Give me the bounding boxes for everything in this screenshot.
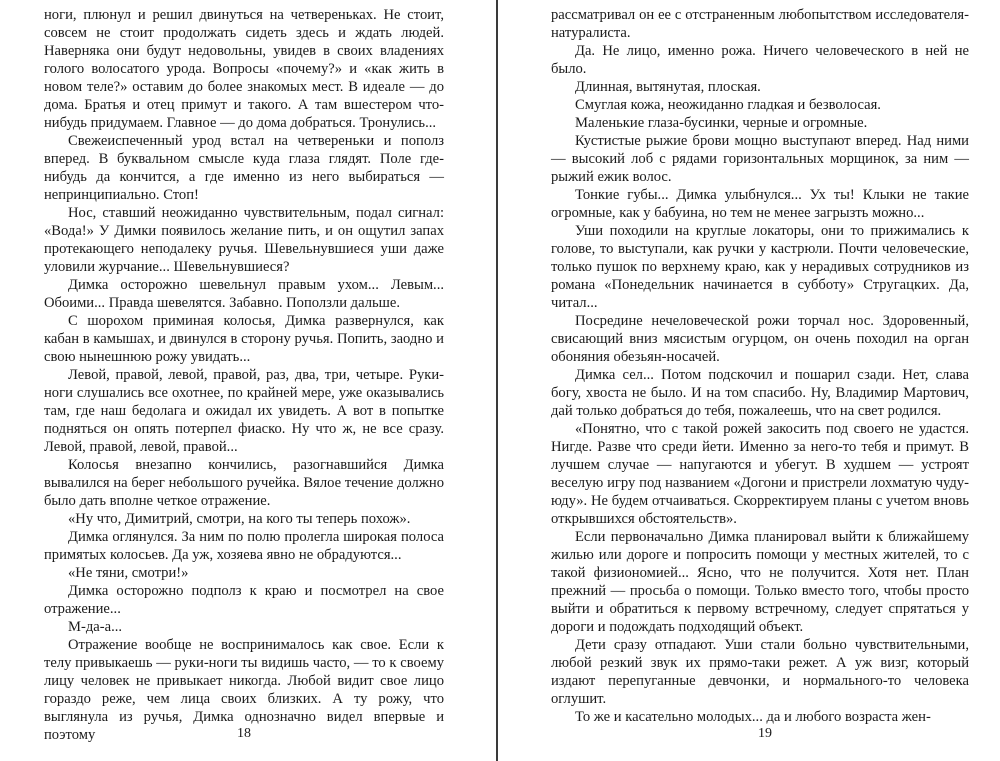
paragraph: Да. Не лицо, именно рожа. Ничего человеческого в ней не было. — [551, 43, 969, 77]
paragraph: Димка сел... Потом подскочил и пошарил сзади. Нет, слава богу, хвоста не было. И на том спасибо. Ну, Владимир Мартович, дай только добраться до тебя, пожалеешь, что на свет родился. — [551, 367, 969, 419]
page-number: 18 — [237, 726, 251, 741]
paragraph: «Не тяни, смотри!» — [68, 565, 189, 581]
right-page-text — [551, 6, 969, 726]
paragraph: Уши походили на круглые локаторы, они то прижимались к голове, то выступали, как ручки у кастрюли. Почти человеческие, только пушок по верхнему краю, как у нерадивых сотрудников из романа «Понедельник начинается в субботу» Стругацких. Да, читал... — [551, 223, 969, 311]
paragraph: Отражение вообще не воспринималось как свое. Если к телу привыкаешь — руки-ноги ты видишь часто, — то к своему лицу человек не привыкает никогда. Любой видит свое лицо гораздо реже, чем лица своих близких. А ту рожу, что выглянула из ручья, Димка однозначно видел впервые и поэтому — [44, 637, 444, 743]
paragraph: То же и касательно молодых... да и любого возраста жен- — [575, 709, 931, 725]
paragraph: Дети сразу отпадают. Уши стали больно чувствительными, любой резкий звук их прямо-таки режет. А уж визг, который издают перепуганные девчонки, и нормального-то человека оглушит. — [551, 637, 969, 707]
right-page — [499, 0, 1000, 761]
paragraph: Смуглая кожа, неожиданно гладкая и безволосая. — [575, 97, 881, 113]
paragraph: Димка оглянулся. За ним по полю пролегла широкая полоса примятых колосьев. Да уж, хозяева явно не обрадуются... — [44, 529, 444, 563]
paragraph: С шорохом приминая колосья, Димка развернулся, как кабан в камышах, и двинулся в сторону ручья. Попить, заодно и свою нынешнюю рожу увидать... — [44, 313, 444, 365]
page-number: 19 — [758, 726, 772, 741]
paragraph: Димка осторожно подполз к краю и посмотрел на свое отражение... — [44, 583, 444, 617]
paragraph: «Понятно, что с такой рожей закосить под своего не удастся. Нигде. Разве что среди йети. Именно за него-то тебя и примут. В лучшем случае — напугаются и убегут. В худшем — устроят веселую игру под названием «Догони и пристрели лохматую чуду-юду». Не будем отчаиваться. Скорректируем планы с учетом вновь открывшихся обстоятельств». — [551, 421, 969, 527]
paragraph: Левой, правой, левой, правой, раз, два, три, четыре. Руки-ноги слушались все охотнее, по крайней мере, уже оказывались там, где наш бедолага и ожидал их увидеть. А вот в попытке подняться он опять потерпел фиаско. Ну что ж, не все сразу. Левой, правой, левой, правой... — [44, 367, 444, 455]
paragraph: Димка осторожно шевельнул правым ухом... Левым... Обоими... Правда шевелятся. Забавно. Поползли дальше. — [44, 277, 444, 311]
paragraph: Кустистые рыжие брови мощно выступают вперед. Над ними — высокий лоб с рядами горизонтальных морщинок, за ним — рыжий ежик волос. — [551, 133, 969, 185]
left-page — [0, 0, 497, 761]
paragraph: «Ну что, Димитрий, смотри, на кого ты теперь похож». — [68, 511, 411, 527]
paragraph: М-да-а... — [68, 619, 123, 635]
paragraph: Колосья внезапно кончились, разогнавшийся Димка вывалился на берег небольшого ручейка. Вялое течение должно было дать вполне четкое отражение. — [44, 457, 444, 509]
left-page-text — [44, 6, 444, 744]
paragraph: Нос, ставший неожиданно чувствительным, подал сигнал: «Вода!» У Димки появилось желание пить, и он ощутил запах протекающего неподалеку ручья. Шевельнувшиеся уши даже уловили журчание... Шевельнувшиеся? — [44, 205, 444, 275]
paragraph: Если первоначально Димка планировал выйти к ближайшему жилью или дороге и попросить помощи у местных жителей, то с такой физиономией... Ясно, что не получится. Хотя нет. План прежний — просьба о помощи. Только вместо того, чтобы просто выйти и обратиться к первому встречному, следует спрятаться у дороги и подождать подходящий объект. — [551, 529, 969, 635]
page-gutter — [496, 0, 498, 761]
paragraph: Тонкие губы... Димка улыбнулся... Ух ты! Клыки не такие огромные, как у бабуина, но тем не менее загрызть можно... — [551, 187, 969, 221]
paragraph: Посредине нечеловеческой рожи торчал нос. Здоровенный, свисающий вниз мясистым огурцом, он очень походил на орган обоняния обезьян-носачей. — [551, 313, 969, 365]
paragraph: рассматривал он ее с отстраненным любопытством исследователя-натуралиста. — [551, 7, 969, 41]
paragraph: ноги, плюнул и решил двинуться на четвереньках. Не стоит, совсем не стоит продолжать сидеть здесь и ждать людей. Наверняка они будут недовольны, увидев в своих владениях голого волосатого урода. Вопросы «почему?» и «как жить в новом теле?» оставим до более знакомых мест. В идеале — до дома. Братья и отец примут и такого. А там вшестером что-нибудь придумаем. Главное — до дома добраться. Тронулись... — [44, 7, 444, 131]
paragraph: Длинная, вытянутая, плоская. — [575, 79, 761, 95]
paragraph: Свежеиспеченный урод встал на четвереньки и пополз вперед. В буквальном смысле куда глаза глядят. Поле где-нибудь да кончится, а где именно из него выбираться — непринципиально. Стоп! — [44, 133, 444, 203]
paragraph: Маленькие глаза-бусинки, черные и огромные. — [575, 115, 868, 131]
